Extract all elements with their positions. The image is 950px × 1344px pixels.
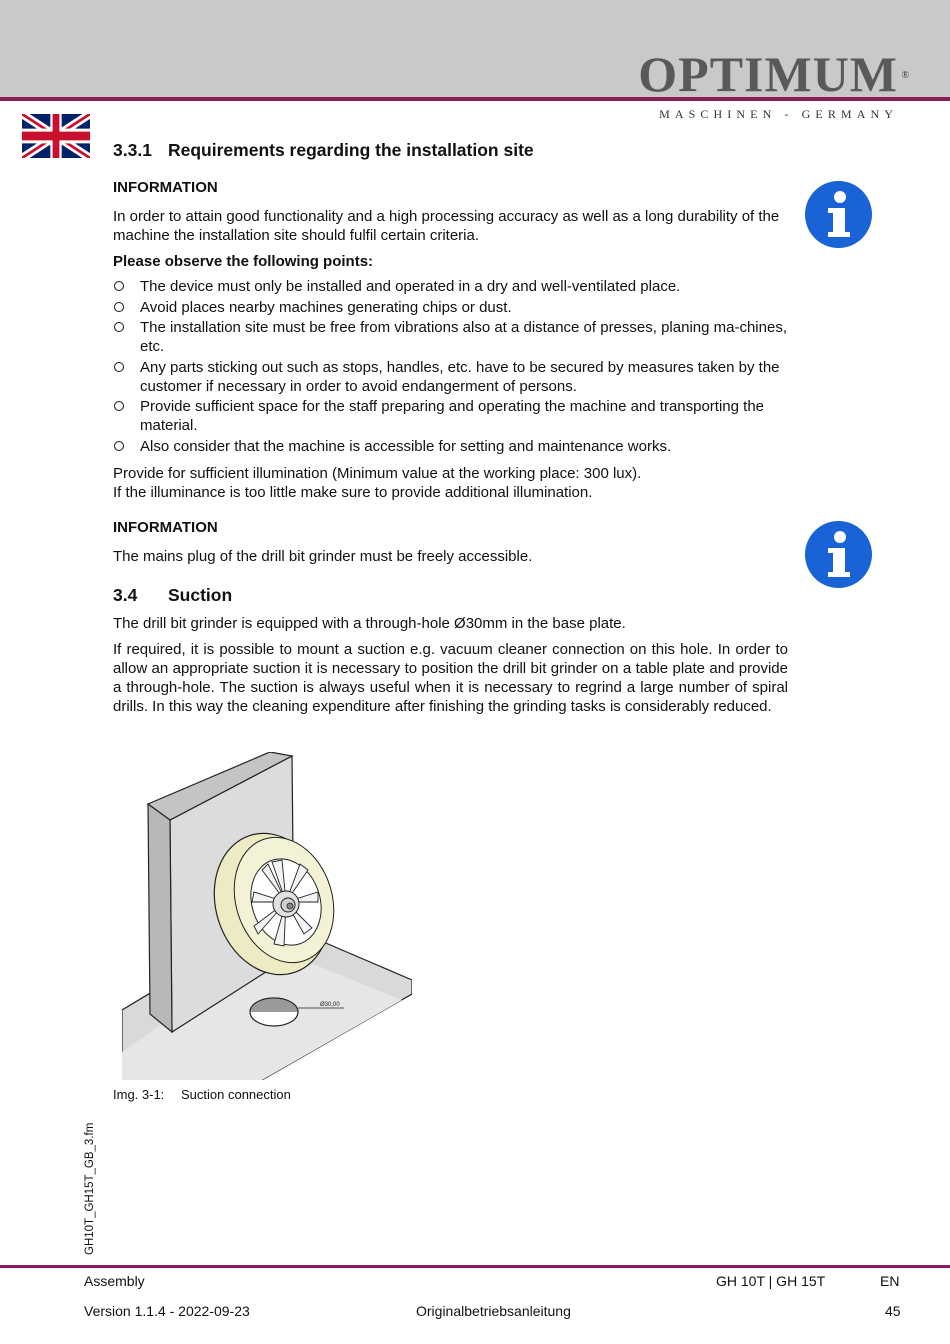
info-text: In order to attain good functionality and a high processing accuracy as well as a long durability of the machine the installation site should fulfil certain criteria. bbox=[113, 208, 780, 244]
sidebar-filename: GH10T_GH15T_GB_3.fm bbox=[84, 1122, 96, 1255]
info-text: The mains plug of the drill bit grinder must be freely accessible. bbox=[113, 548, 533, 565]
list-item: The installation site must be free from vibrations also at a distance of presses, planing ma-chines, etc. bbox=[113, 318, 788, 356]
footer-models: GH 10T | GH 15T bbox=[716, 1273, 826, 1289]
info-icon bbox=[805, 521, 872, 588]
list-item: Provide sufficient space for the staff preparing and operating the machine and transporting the material. bbox=[113, 397, 788, 435]
observe-heading: Please observe the following points: bbox=[113, 253, 374, 270]
info-label: INFORMATION bbox=[113, 519, 218, 536]
section-heading-3-4: 3.4 Suction bbox=[113, 585, 233, 605]
brand-tagline: MASCHINEN - GERMANY bbox=[659, 107, 898, 121]
illumination-text: If the illuminance is too little make sure to provide additional illumination. bbox=[113, 484, 593, 501]
figure-caption: Img. 3-1: Suction connection bbox=[113, 1087, 291, 1102]
list-item: Avoid places nearby machines generating chips or dust. bbox=[113, 298, 788, 317]
footer-chapter: Assembly bbox=[84, 1273, 145, 1289]
brand-name: OPTIMUM ® bbox=[638, 46, 910, 102]
dimension-label: Ø30,00 bbox=[320, 1002, 340, 1008]
registered-mark: ® bbox=[901, 70, 910, 81]
footer-doc-type: Originalbetriebsanleitung bbox=[416, 1303, 571, 1319]
uk-flag-icon bbox=[22, 114, 90, 158]
footer-version: Version 1.1.4 - 2022-09-23 bbox=[84, 1303, 250, 1319]
illumination-text: Provide for sufficient illumination (Minimum value at the working place: 300 lux). bbox=[113, 465, 642, 482]
list-item: Any parts sticking out such as stops, handles, etc. have to be secured by measures taken by the customer if necessary in order to avoid endangerment of persons. bbox=[113, 358, 788, 396]
footer-language: EN bbox=[880, 1273, 900, 1289]
brand-logo bbox=[638, 46, 910, 121]
requirements-list bbox=[113, 277, 788, 457]
list-item: Also consider that the machine is accessible for setting and maintenance works. bbox=[113, 437, 788, 456]
info-label: INFORMATION bbox=[113, 179, 218, 196]
page-number: 45 bbox=[885, 1303, 901, 1319]
list-item: The device must only be installed and operated in a dry and well-ventilated place. bbox=[113, 277, 788, 296]
suction-paragraph: The drill bit grinder is equipped with a through-hole Ø30mm in the base plate. bbox=[113, 615, 626, 632]
section-heading-3-3-1: 3.3.1 Requirements regarding the installation site bbox=[113, 140, 534, 160]
suction-connection-illustration bbox=[122, 752, 412, 1080]
footer-divider bbox=[0, 1265, 950, 1268]
info-icon bbox=[805, 181, 872, 248]
suction-paragraph: If required, it is possible to mount a suction e.g. vacuum cleaner connection on this hole. In order to allow an appropriate suction it is necessary to position the drill bit grinder on a table plate and provide a through-hole. The suction is always useful when it is necessary to regrind a large number of spiral drills. In this way the cleaning expenditure after finishing the grinding tasks is considerably reduced. bbox=[113, 641, 788, 715]
